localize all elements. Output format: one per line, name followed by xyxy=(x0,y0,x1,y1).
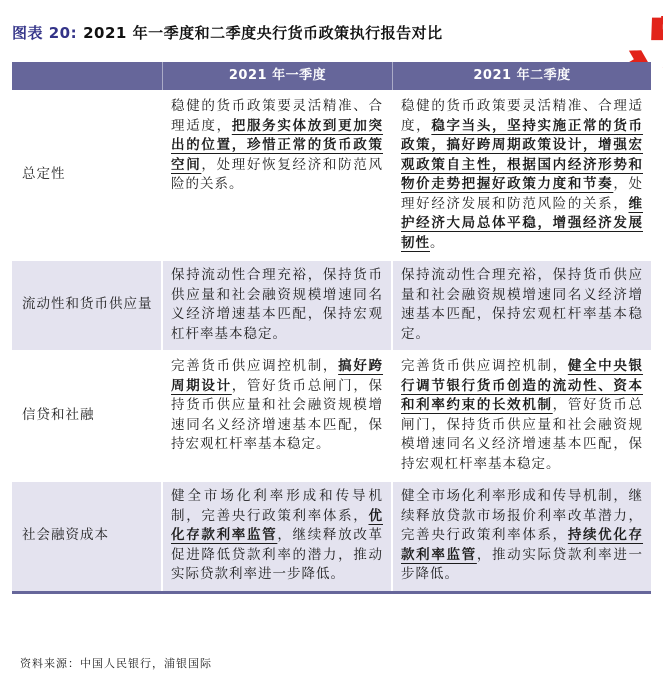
table-row-credit-social-financing xyxy=(12,350,651,480)
text-run: 保持流动性合理充裕，保持货币供应量和社会融资规模增速同名义经济增速基本匹配，保持宏观杠杆率基本稳定。 xyxy=(401,267,643,342)
text-run: ，处理好经济发展和防范风险的关系， xyxy=(401,176,644,212)
table-row-liquidity-money-supply xyxy=(12,259,651,350)
source-note: 资料来源：中国人民银行，浦银国际 xyxy=(20,657,212,670)
text-run: 完善货币供应调控机制， xyxy=(401,358,568,374)
q1-cell xyxy=(163,261,393,350)
text-run: ，处理好恢复经济和防范风险的关系。 xyxy=(171,156,384,192)
figure-number: 图表 20: xyxy=(12,24,78,42)
table-row-social-financing-cost xyxy=(12,480,651,591)
row-label: 信贷和社融 xyxy=(12,352,163,480)
row-label: 社会融资成本 xyxy=(12,482,163,591)
emphasized-text: 持续优化存款利率监管 xyxy=(401,527,644,563)
q2-cell xyxy=(393,482,651,591)
q1-cell xyxy=(163,352,393,480)
q2-cell xyxy=(393,352,651,480)
emphasized-text: 维护经济大局总体平稳，增强经济发展韧性 xyxy=(401,195,643,251)
text-run: 健全市场化利率形成和传导机制，完善央行政策利率体系， xyxy=(171,488,383,524)
text-run: 稳健的货币政策要灵活精准、合理适度， xyxy=(401,98,643,134)
q1-cell xyxy=(163,92,393,259)
text-run: 保持流动性合理充裕，保持货币供应量和社会融资规模增速同名义经济增速基本匹配，保持宏观杠杆率基本稳定。 xyxy=(171,267,383,342)
row-label: 总定性 xyxy=(12,92,163,259)
text-run: ，管好货币总闸门，保持货币供应量和社会融资规模增速同名义经济增速基本匹配，保持宏观杠杆率基本稳定。 xyxy=(401,397,644,472)
text-run: ，管好货币总闸门，保持货币供应量和社会融资规模增速同名义经济增速基本匹配，保持宏观杠杆率基本稳定。 xyxy=(171,377,384,452)
header-cell-blank xyxy=(12,62,163,90)
text-run: 。 xyxy=(430,234,445,251)
emphasized-text: 健全中央银行调节银行货币创造的流动性、资本和利率约束的长效机制 xyxy=(401,358,644,413)
emphasized-text: 搞好跨周期设计 xyxy=(171,358,384,394)
table-row-overall-tone xyxy=(12,90,651,259)
row-label: 流动性和货币供应量 xyxy=(12,261,163,350)
text-run: ，推动实际贷款利率进一步降低。 xyxy=(401,546,644,582)
text-run: ，继续释放改革促进降低贷款利率的潜力，推动实际贷款利率进一步降低。 xyxy=(171,527,384,582)
text-run: 完善货币供应调控机制， xyxy=(171,358,339,374)
text-run: 健全市场化利率形成和传导机制，继续释放贷款市场报价利率改革潜力，完善央行政策利率体系， xyxy=(401,488,643,543)
emphasized-text: 稳字当头，坚持实施正常的货币政策，搞好跨周期政策设计，增强宏观政策自主性，根据国内经济形势和物价走势把握好政策力度和节奏 xyxy=(401,117,644,192)
q2-cell xyxy=(393,92,651,259)
header-cell-q1-2021: 2021 年一季度 xyxy=(163,62,393,90)
emphasized-text: 把服务实体放到更加突出的位置，珍惜正常的货币政策空间 xyxy=(171,117,384,173)
table-header-row xyxy=(12,62,651,90)
q2-cell xyxy=(393,261,651,350)
figure-title xyxy=(12,22,603,43)
header-cell-q2-2021: 2021 年二季度 xyxy=(473,68,571,84)
policy-comparison-table xyxy=(12,62,651,594)
q1-cell xyxy=(163,482,393,591)
emphasized-text: 优化存款利率监管 xyxy=(171,507,383,543)
text-run: 稳健的货币政策要灵活精准、合理适度， xyxy=(171,98,383,134)
figure-title-text: 2021 年一季度和二季度央行货币政策执行报告对比 xyxy=(83,24,443,42)
